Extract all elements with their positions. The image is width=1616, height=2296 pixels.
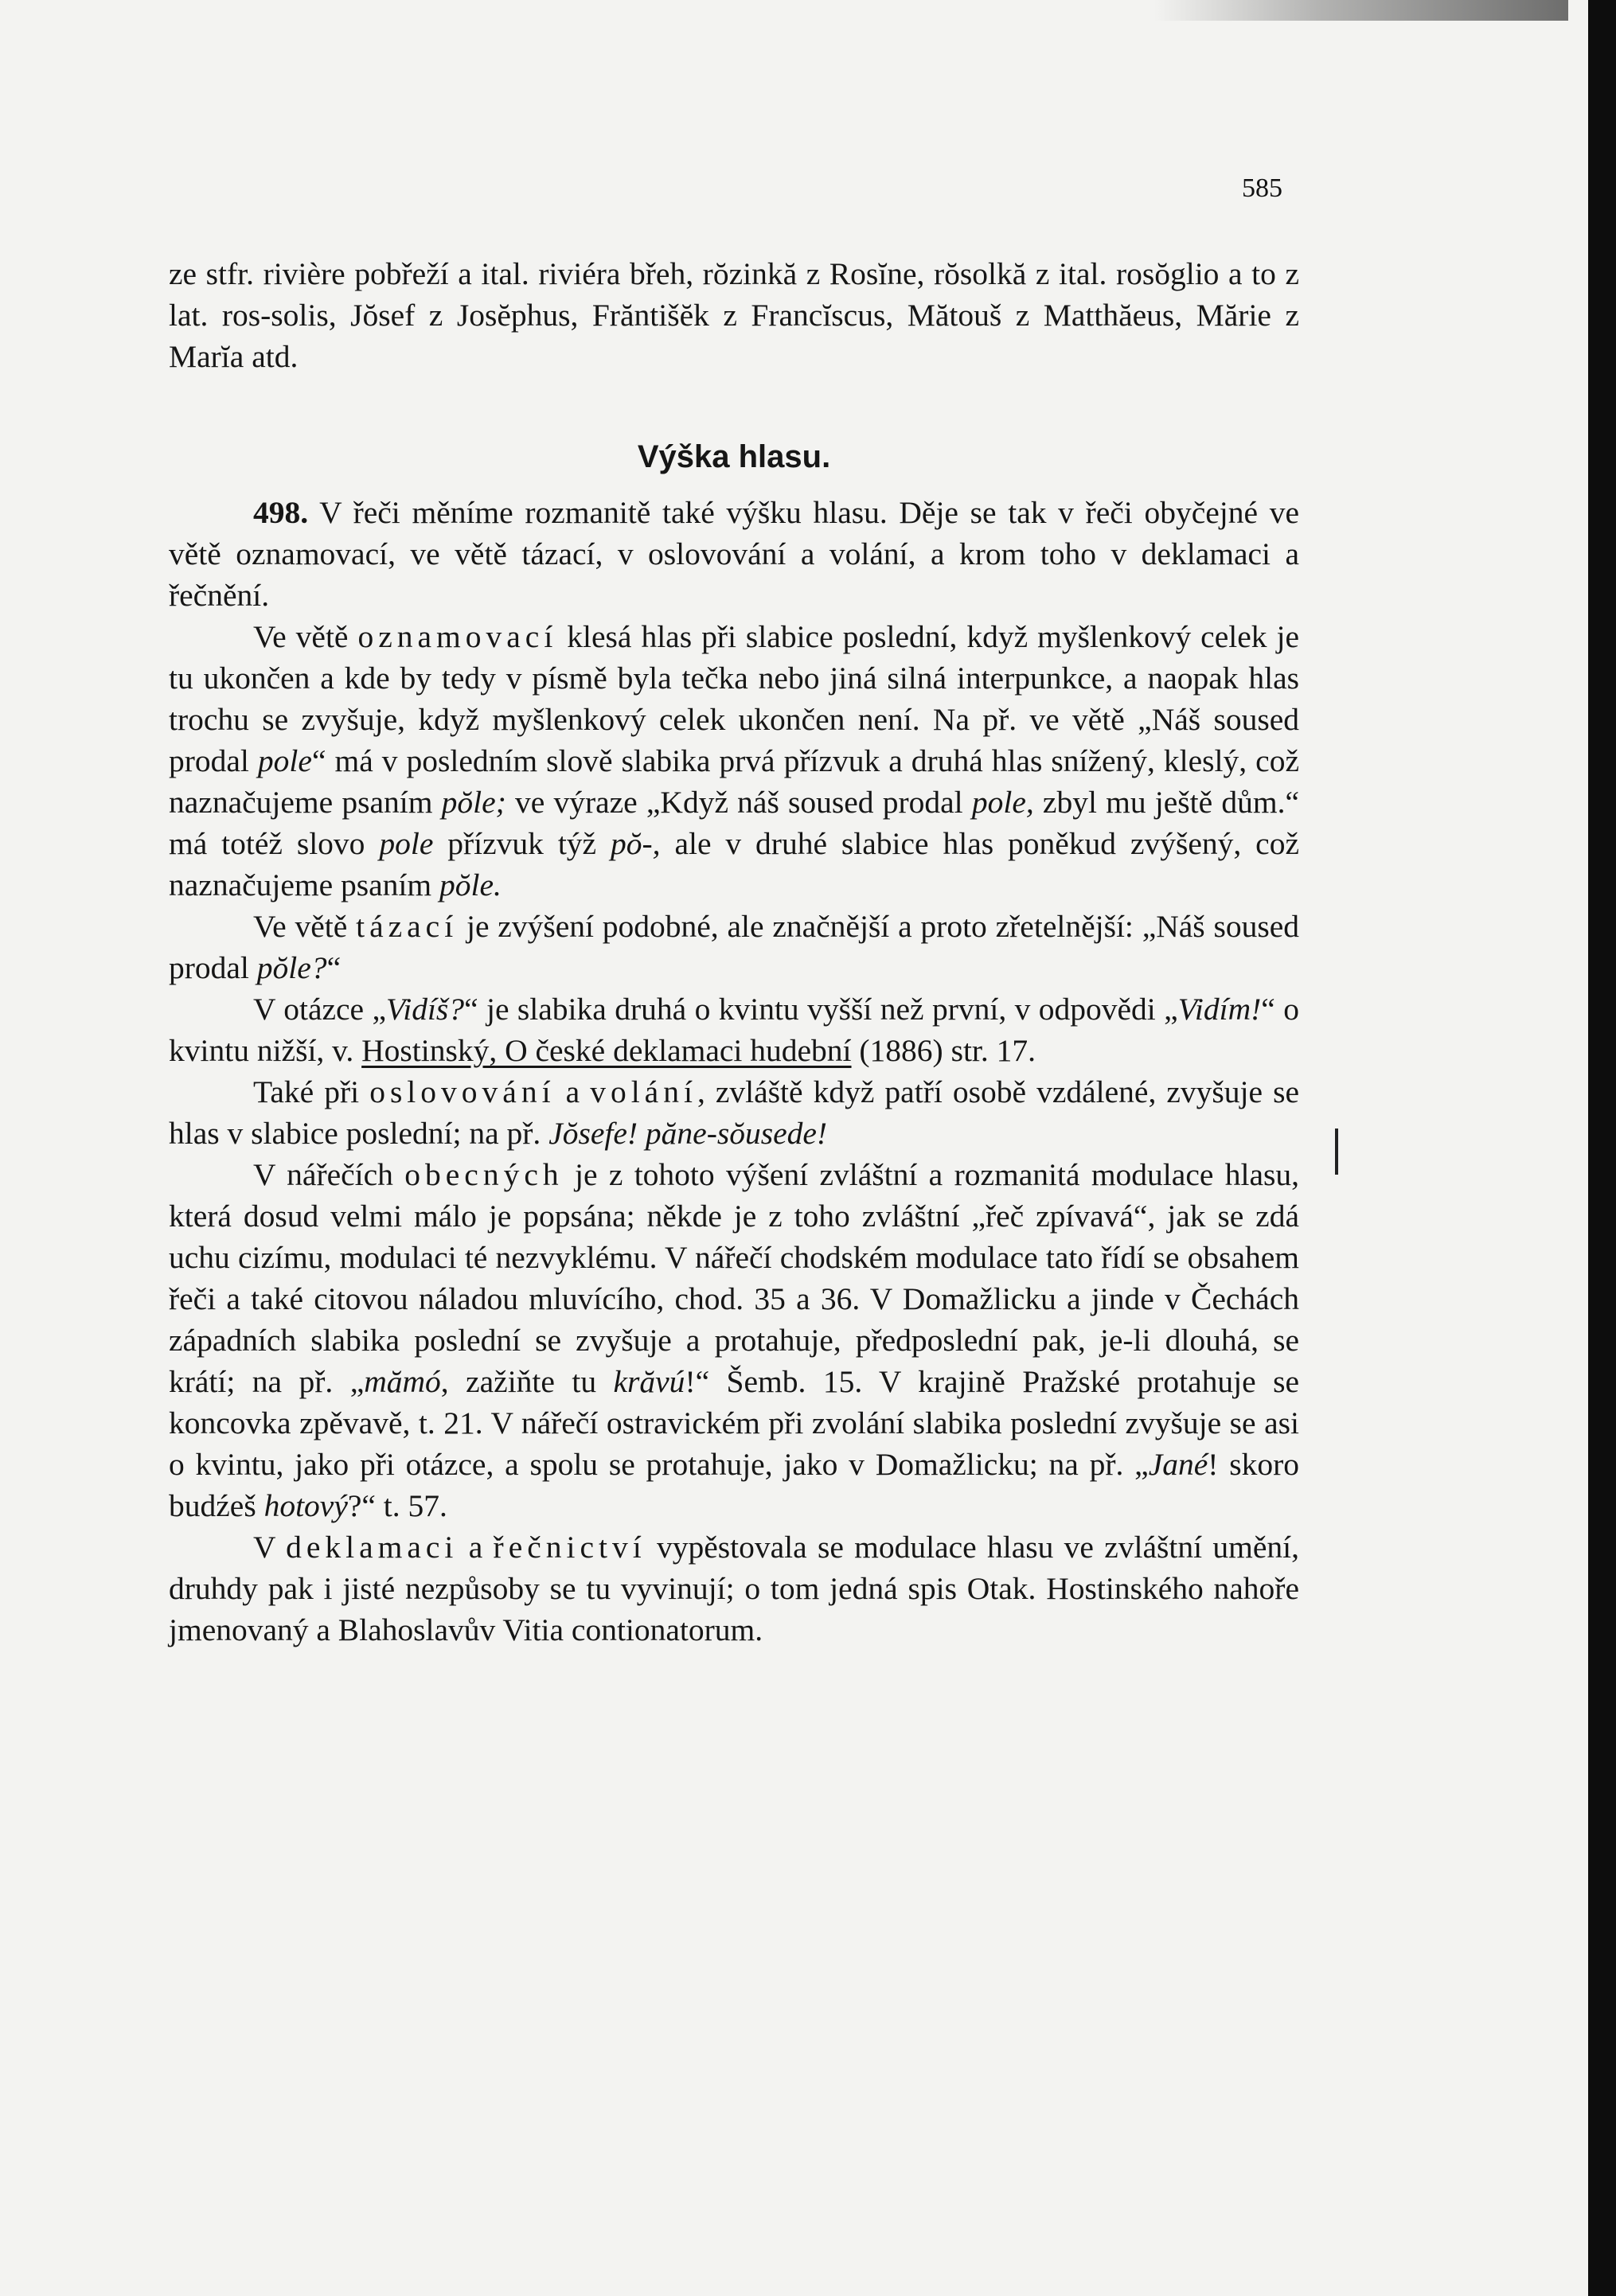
paragraph-498-text: V řeči měníme rozmanitě také výšku hlasu. Děje se tak v řeči obyčejné ve větě oznamovací, ve větě tázací, v oslovování a volání, a krom toho v deklamaci a řečnění. — [169, 495, 1299, 613]
text-run: , zvláště když patří osobě vzdálené, zvyšuje se hlas v slabice poslední; na př. — [169, 1074, 1299, 1151]
text-run: Ve větě — [253, 619, 358, 654]
text-run: “ — [326, 950, 342, 985]
paragraph-vocative — [169, 1071, 1299, 1154]
text-run: V nářečích — [253, 1157, 405, 1192]
text-run: je z tohoto výšení zvláštní a rozmanitá modulace hlasu, která dosud velmi málo je popsána; někde je z toho zvláštní „řeč zpívavá“, jak se zdá uchu cizímu, modulaci té nezvyklému. V nářečí chodském modulace tato řídí se obsahem řeči a také citovou náladou mluvícího, chod. 35 a 36. V Domažlicku a jinde v Čechách západních slabika poslední se zvyšuje a protahuje, předposlední pak, je-li dlouhá, se krátí; na př. „ — [169, 1157, 1299, 1399]
page-body — [169, 253, 1299, 1651]
paragraph-interrogative — [169, 906, 1299, 988]
spaced-term: obecných — [404, 1157, 564, 1192]
italic-example: pŏle; — [441, 785, 506, 820]
paragraph-1: ze stfr. rivière pobřeží a ital. riviéra břeh, rŏzinkă z Rosĭne, rŏsolkă z ital. rosŏglio a to z lat. ros-solis, Jŏsef z Josĕphus, Frăntišĕk z Francĭscus, Mătouš z Matthăeus, Mărie z Marĭa atd. — [169, 256, 1299, 374]
underlined-citation: Hostinský, O české deklamaci hudební — [361, 1033, 852, 1068]
text-run: klesá hlas při slabice poslední, když myšlenkový celek je tu ukončen a kde by tedy v písmě byla tečka nebo jiná silná interpunkce, a naopak hlas trochu se zvyšuje, když myšlenkový celek ukončen není. Na př. ve větě „Náš soused prodal — [169, 619, 1300, 778]
text-run: ! skoro budźeš — [169, 1447, 1299, 1523]
italic-example: mămó — [364, 1364, 441, 1399]
italic-example: pŏle? — [256, 950, 327, 985]
italic-example: pole — [379, 826, 434, 861]
italic-example: Vidíš? — [386, 992, 465, 1027]
text-run: a — [555, 1074, 591, 1109]
spaced-term: řečnictví — [493, 1530, 646, 1565]
italic-example: hotový — [263, 1488, 348, 1523]
italic-example: Vidím! — [1177, 992, 1262, 1027]
paragraph-declamation — [169, 1526, 1299, 1651]
italic-example: Jŏsefe! păne-sŏusede! — [548, 1116, 828, 1151]
text-run: (1886) str. 17. — [851, 1033, 1036, 1068]
scan-border — [1588, 0, 1616, 2296]
italic-example: pŏ-, — [611, 826, 661, 861]
text-run: vypěstovala se modulace hlasu ve zvláštní umění, druhdy pak i jisté nezpůsoby se tu vyvinují; o tom jedná spis Otak. Hostinského nahoře jmenovaný a Blahoslavův Vitia contionatorum. — [169, 1530, 1299, 1647]
text-run: V — [253, 1530, 287, 1565]
text-run: “ má v posledním slově slabika prvá přízvuk a druhá hlas snížený, kleslý, což naznačujeme psaním — [169, 743, 1299, 820]
paragraph-question-example — [169, 988, 1299, 1071]
section-heading: Výška hlasu. — [637, 439, 831, 474]
paragraph-number: 498. — [253, 495, 309, 530]
text-run: ale v druhé slabice hlas poněkud zvýšený, což naznačujeme psaním — [169, 826, 1299, 902]
text-run: !“ Šemb. 15. V krajině Pražské protahuje se koncovka zpěvavě, t. 21. V nářečí ostravickém při zvolání slabika poslední zvyšuje se asi o kvintu, jako při otázce, a spolu se protahuje, jako v Domažlicku; na př. „ — [169, 1364, 1299, 1482]
spaced-term: oslovování — [369, 1074, 556, 1109]
text-run: ve výraze „Když náš soused prodal — [505, 785, 972, 820]
italic-example: pole, — [971, 785, 1034, 820]
text-run: , zažiňte tu — [440, 1364, 614, 1399]
italic-example: Jané — [1148, 1447, 1208, 1482]
text-run: “ je slabika druhá o kvintu vyšší než první, v odpovědi „ — [464, 992, 1178, 1027]
scan-artifact — [1154, 0, 1568, 21]
paragraph-dialects — [169, 1154, 1299, 1526]
text-run: je zvýšení podobné, ale značnější a proto zřetelnější: „Náš soused prodal — [169, 909, 1300, 985]
spaced-term: deklamaci — [286, 1530, 459, 1565]
text-run: Také při — [253, 1074, 370, 1109]
italic-example: pole — [257, 743, 312, 778]
text-run: a — [458, 1530, 494, 1565]
text-run: přízvuk týž — [433, 826, 611, 861]
italic-example: pŏle. — [439, 867, 502, 902]
text-run: Ve větě — [253, 909, 357, 944]
margin-mark — [1335, 1129, 1338, 1175]
text-run: ?“ t. 57. — [347, 1488, 447, 1523]
spaced-term: volání — [590, 1074, 697, 1109]
text-run: “ o kvintu nižší, v. — [169, 992, 1299, 1068]
spaced-term: tázací — [356, 909, 459, 944]
paragraph-declarative — [169, 616, 1299, 906]
text-run: zbyl mu ještě dům.“ má totéž slovo — [169, 785, 1299, 861]
italic-example: krăvú — [613, 1364, 685, 1399]
page-number: 585 — [1242, 173, 1282, 203]
text-run: V otázce „ — [253, 992, 387, 1027]
spaced-term: oznamovací — [357, 619, 558, 654]
paragraph-498 — [169, 492, 1299, 616]
